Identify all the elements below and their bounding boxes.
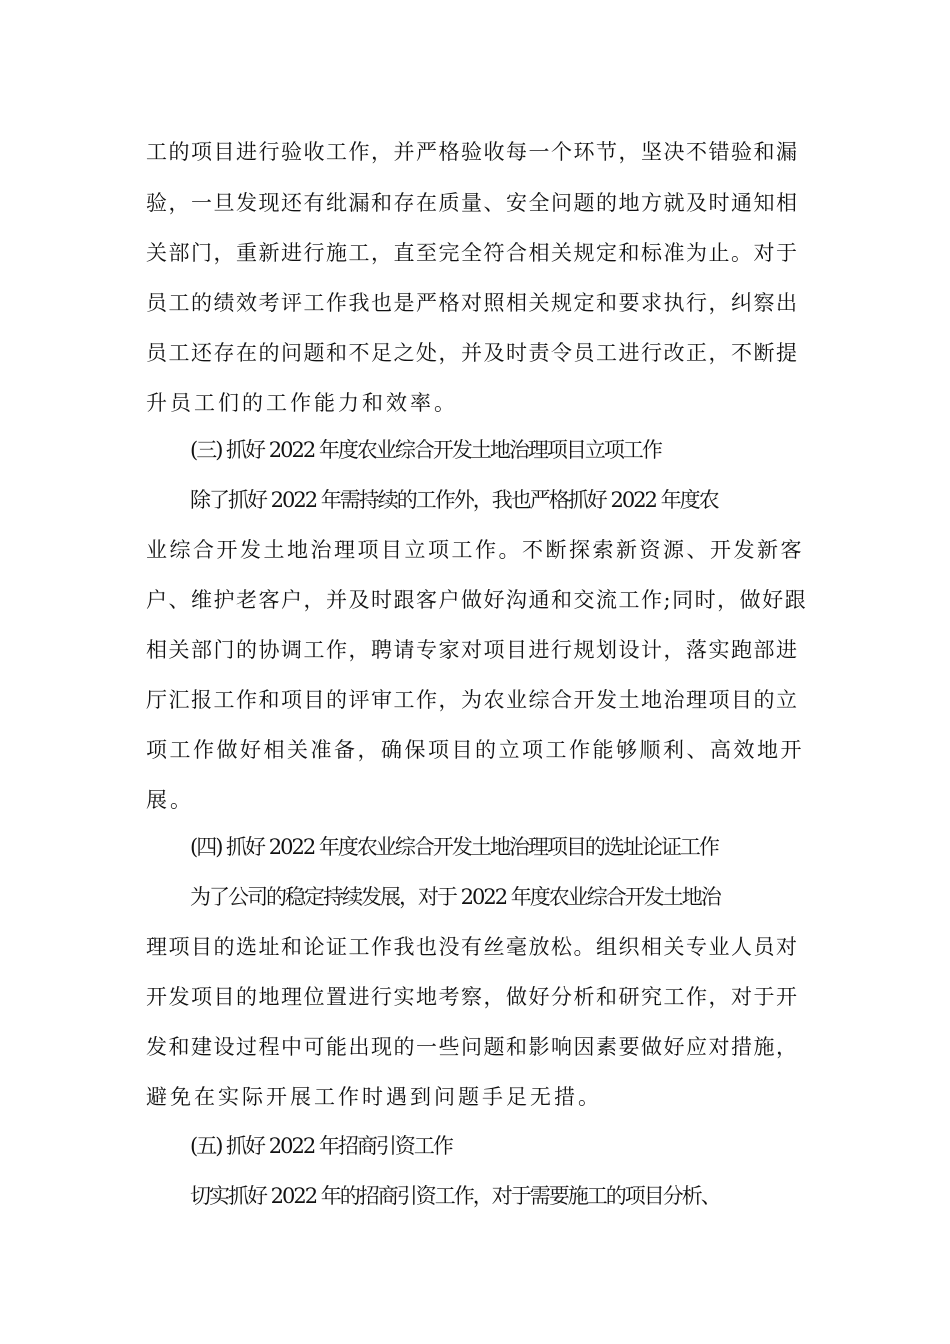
paragraph-line: 关部门，重新进行施工，直至完全符合相关规定和标准为止。对于 <box>146 241 799 265</box>
paragraph-line: 开发项目的地理位置进行实地考察，做好分析和研究工作，对于开 <box>146 985 799 1009</box>
paragraph-line: 升员工们的工作能力和效率。 <box>146 391 458 415</box>
paragraph-line: 户、维护老客户，并及时跟客户做好沟通和交流工作;同时，做好跟 <box>146 588 808 612</box>
paragraph-line: 验，一旦发现还有纰漏和存在质量、安全问题的地方就及时通知相 <box>146 191 799 215</box>
paragraph-line: 业综合开发土地治理项目立项工作。不断探索新资源、开发新客 <box>146 538 804 562</box>
paragraph-line: 相关部门的协调工作，聘请专家对项目进行规划设计，落实跑部进 <box>146 638 799 662</box>
paragraph-line: 发和建设过程中可能出现的一些问题和影响因素要做好应对措施， <box>146 1035 799 1059</box>
section-heading-5: (五) 抓好 2022 年招商引资工作 <box>190 1134 452 1158</box>
paragraph-line: 切实抓好 2022 年的招商引资工作，对于需要施工的项目分析、 <box>190 1184 720 1208</box>
section-heading-3: (三) 抓好 2022 年度农业综合开发土地治理项目立项工作 <box>190 438 661 462</box>
paragraph-line: 员工还存在的问题和不足之处，并及时责令员工进行改正，不断提 <box>146 341 799 365</box>
paragraph-line: 员工的绩效考评工作我也是严格对照相关规定和要求执行，纠察出 <box>146 291 799 315</box>
paragraph-line: 工的项目进行验收工作，并严格验收每一个环节，坚决不错验和漏 <box>146 140 799 164</box>
paragraph-line: 展。 <box>146 788 194 812</box>
paragraph-line: 避免在实际开展工作时遇到问题手足无措。 <box>146 1085 602 1109</box>
section-heading-4: (四) 抓好 2022 年度农业综合开发土地治理项目的选址论证工作 <box>190 835 718 859</box>
paragraph-line: 为了公司的稳定持续发展，对于 2022 年度农业综合开发土地治 <box>190 885 720 909</box>
paragraph-line: 厅汇报工作和项目的评审工作，为农业综合开发土地治理项目的立 <box>146 688 799 712</box>
paragraph-line: 项工作做好相关准备，确保项目的立项工作能够顺利、高效地开 <box>146 738 804 762</box>
paragraph-line: 除了抓好 2022 年需持续的工作外，我也严格抓好 2022 年度农 <box>190 488 718 512</box>
paragraph-line: 理项目的选址和论证工作我也没有丝毫放松。组织相关专业人员对 <box>146 935 799 959</box>
